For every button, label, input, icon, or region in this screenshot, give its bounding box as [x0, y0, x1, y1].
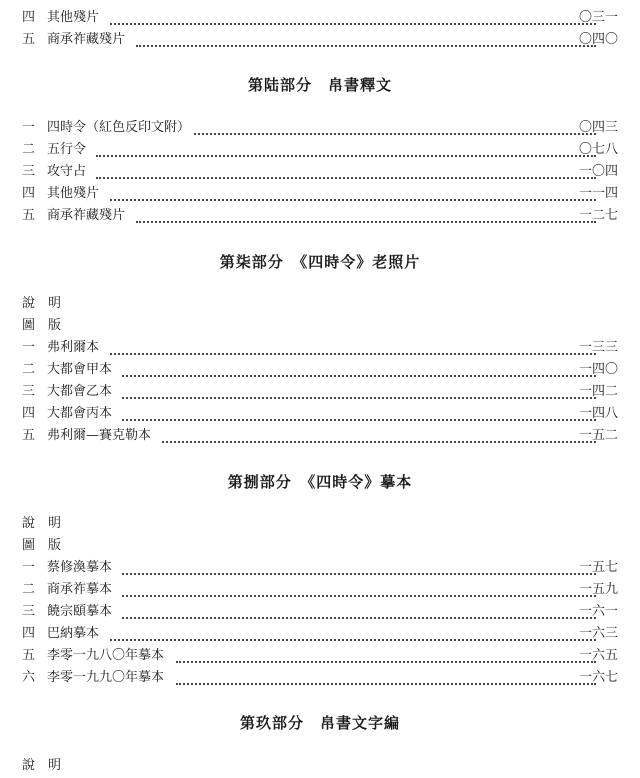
leader-dots: [96, 135, 596, 157]
leader-dots: [122, 377, 596, 399]
entry-page: 一五二: [578, 428, 618, 443]
entry-page: 一〇四: [578, 164, 618, 179]
toc-entry: [0, 206, 640, 226]
toc-entry: [0, 668, 640, 688]
section-plates-label: 圖 版: [22, 318, 62, 333]
section-heading: 第捌部分 《四時令》摹本: [227, 473, 413, 491]
leader-dots: [122, 597, 596, 619]
leader-dots: [110, 333, 596, 355]
entry-page: 一三三: [578, 340, 618, 355]
entry-title: 商承祚藏殘片: [47, 208, 126, 223]
entry-page: 一一四: [578, 186, 618, 201]
entry-title: 四時令（紅色反印文附）: [47, 120, 191, 135]
entry-page: 〇三一: [578, 10, 618, 25]
entry-number: 二: [22, 582, 36, 597]
leader-dots: [122, 399, 596, 421]
entry-title: 李零一九九〇年摹本: [47, 670, 165, 685]
leader-dots: [122, 355, 596, 377]
leader-dots: [194, 113, 596, 135]
entry-title: 巴納摹本: [47, 626, 100, 641]
leader-dots: [176, 663, 596, 685]
entry-title: 蔡修渙摹本: [47, 560, 113, 575]
entry-page: 一六三: [578, 626, 618, 641]
leader-dots: [136, 25, 596, 47]
entry-page: 一六五: [578, 648, 618, 663]
entry-number: 一: [22, 120, 36, 135]
entry-number: 四: [22, 626, 36, 641]
leader-dots: [110, 3, 596, 25]
entry-number: 三: [22, 164, 36, 179]
entry-number: 四: [22, 10, 36, 25]
entry-number: 三: [22, 384, 36, 399]
section-note-label: 說 明: [22, 758, 62, 773]
entry-title: 大都會乙本: [47, 384, 113, 399]
entry-number: 五: [22, 648, 36, 663]
entry-page: 〇七八: [578, 142, 618, 157]
section-heading: 第柒部分 《四時令》老照片: [219, 253, 421, 271]
entry-number: 五: [22, 428, 36, 443]
entry-title: 大都會甲本: [47, 362, 113, 377]
entry-number: 二: [22, 142, 36, 157]
entry-title: 弗利爾本: [47, 340, 100, 355]
entry-number: 二: [22, 362, 36, 377]
entry-page: 〇四三: [578, 120, 618, 135]
entry-number: 四: [22, 406, 36, 421]
section-note-label: 說 明: [22, 296, 62, 311]
section-plates-label: 圖 版: [22, 538, 62, 553]
entry-number: 五: [22, 208, 36, 223]
entry-title: 大都會丙本: [47, 406, 113, 421]
leader-dots: [162, 421, 596, 443]
toc-entry: [0, 426, 640, 446]
entry-page: 一六一: [578, 604, 618, 619]
entry-page: 〇四〇: [578, 32, 618, 47]
entry-title: 饒宗頤摹本: [47, 604, 113, 619]
entry-title: 五行令: [47, 142, 87, 157]
entry-title: 商承祚摹本: [47, 582, 113, 597]
leader-dots: [110, 179, 596, 201]
entry-title: 弗利爾—賽克勒本: [47, 428, 152, 443]
leader-dots: [96, 157, 596, 179]
entry-page: 一四二: [578, 384, 618, 399]
entry-title: 攻守占: [47, 164, 87, 179]
entry-number: 四: [22, 186, 36, 201]
entry-page: 一四八: [578, 406, 618, 421]
entry-title: 其他殘片: [47, 10, 100, 25]
entry-number: 六: [22, 670, 36, 685]
entry-page: 一五九: [578, 582, 618, 597]
entry-title: 商承祚藏殘片: [47, 32, 126, 47]
leader-dots: [122, 553, 596, 575]
entry-number: 一: [22, 340, 36, 355]
entry-number: 三: [22, 604, 36, 619]
section-heading: 第陆部分 帛書釋文: [247, 76, 392, 94]
entry-page: 一四〇: [578, 362, 618, 377]
entry-page: 一六七: [578, 670, 618, 685]
entry-title: 其他殘片: [47, 186, 100, 201]
entry-number: 五: [22, 32, 36, 47]
entry-page: 一二七: [578, 208, 618, 223]
section-note-label: 說 明: [22, 516, 62, 531]
entry-title: 李零一九八〇年摹本: [47, 648, 165, 663]
leader-dots: [136, 201, 596, 223]
entry-number: 一: [22, 560, 36, 575]
leader-dots: [110, 619, 596, 641]
section-heading: 第玖部分 帛書文字編: [239, 714, 400, 732]
leader-dots: [176, 641, 596, 663]
toc-entry: [0, 30, 640, 50]
leader-dots: [122, 575, 596, 597]
entry-page: 一五七: [578, 560, 618, 575]
